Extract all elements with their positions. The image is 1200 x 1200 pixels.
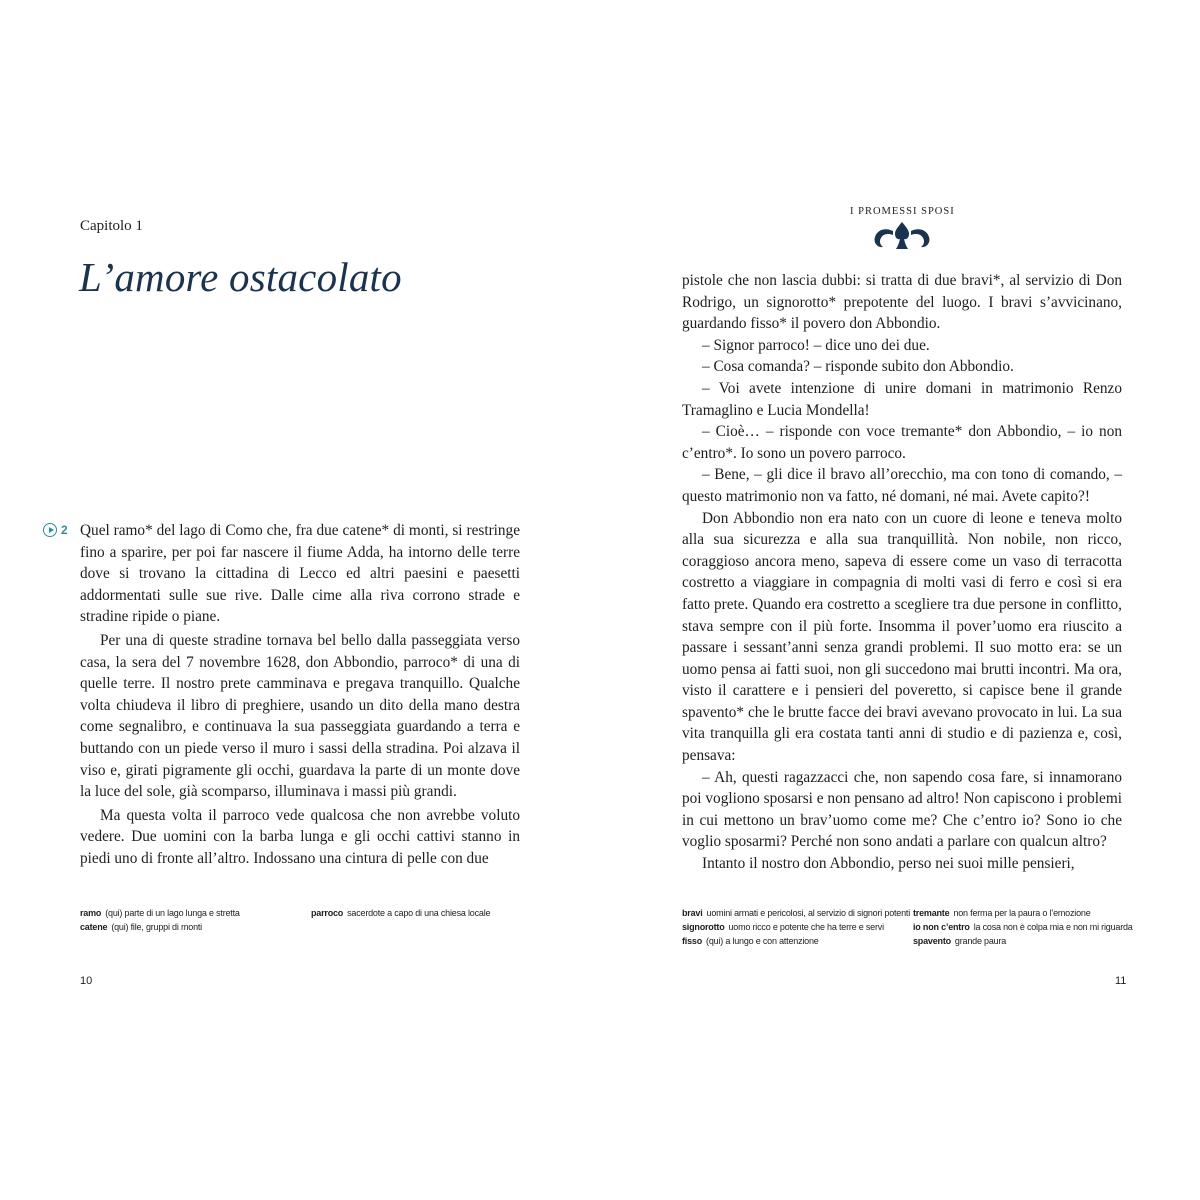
glossary-column — [682, 906, 910, 948]
body-text — [80, 520, 520, 872]
paragraph: – Bene, – gli dice il bravo all’orecchio, ma con tono di comando, – questo matrimonio non va fatto, né domani, né mai. Avete capito?! — [682, 466, 1122, 505]
glossary-entry: tremante non ferma per la paura o l’emozione — [913, 908, 1091, 918]
audio-track-marker[interactable] — [43, 523, 68, 537]
running-header — [850, 206, 954, 252]
play-icon[interactable] — [43, 523, 57, 537]
glossary-column — [80, 906, 240, 934]
glossary-entry: spavento grande paura — [913, 936, 1007, 946]
page-number: 10 — [80, 975, 93, 987]
glossary-column — [913, 906, 1133, 948]
paragraph: – Cosa comanda? – risponde subito don Abbondio. — [702, 358, 1014, 376]
chapter-title: L’amore ostacolato — [79, 254, 402, 300]
running-header-title: I PROMESSI SPOSI — [850, 206, 955, 217]
body-text — [682, 270, 1122, 875]
paragraph: – Ah, questi ragazzacci che, non sapendo cosa fare, si innamorano poi vogliono sposarsi e non pensano ad altro! Non capiscono i problemi in cui mettono un brav’uomo come me? Che c’entro io? Sono io che voglio sposarmi? Perché non sono andati a parlare con qualcun altro? — [682, 768, 1122, 851]
glossary-entry: fisso (qui) a lungo e con attenzione — [682, 936, 819, 946]
fleur-de-lis-ornament-icon — [871, 220, 933, 252]
paragraph: Ma questa volta il parroco vede qualcosa che non avrebbe voluto vedere. Due uomini con la barba lunga e gli occhi cattivi stanno in piedi uno di fronte all’altro. Indossano una cintura di pelle con due — [80, 806, 520, 867]
paragraph: Per una di queste stradine tornava bel bello dalla passeggiata verso casa, la sera del 7 novembre 1628, don Abbondio, parroco* di una di quelle terre. Il nostro prete camminava e pregava tranquillo. Qualche volta chiudeva il libro di preghiere, usando un dito della mano destra come segnalibro, e continuava la sua passeggiata guardando a terra e buttando con un piede verso il muro i sassi della stradina. Poi alzava il viso e, girati pigramente gli occhi, guardava la parte di un monte dove la luce del sole, già scomparso, illuminava i massi più grandi. — [80, 631, 520, 801]
paragraph: Don Abbondio non era nato con un cuore di leone e teneva molto alla sua sicurezza e alla sua tranquillità. Non nobile, non ricco, coraggioso ancora meno, sapeva di essere come un vaso di terracotta costretto a viaggiare in compagnia di molti vasi di ferro e così si era fatto prete. Quando era costretto a scegliere tra due persone in conflitto, stava sempre con il più forte. Insomma il pover’uomo era riuscito a passare i sessant’anni senza grandi problemi. Il suo motto era: se un uomo pensa ai fatti suoi, non gli succedono mai brutti incontri. Ma ora, visto il carattere e i pensieri del poveretto, si capisce bene il grande spavento* che le brutte facce dei bravi avevano provocato in lui. La sua vita tranquilla gli era costata tanti anni di studio e di pazienza e, così, pensava: — [682, 509, 1122, 765]
paragraph: – Signor parroco! – dice uno dei due. — [702, 336, 930, 354]
right-page — [600, 0, 1200, 1200]
glossary-entry: ramo (qui) parte di un lago lunga e stretta — [80, 908, 240, 918]
paragraph: Intanto il nostro don Abbondio, perso nei suoi mille pensieri, — [702, 855, 1075, 873]
page-number: 11 — [1115, 975, 1127, 987]
glossary-entry: bravi uomini armati e pericolosi, al servizio di signori potenti — [682, 908, 911, 918]
audio-track-number: 2 — [61, 523, 68, 537]
chapter-label: Capitolo 1 — [80, 218, 143, 234]
glossary-entry: signorotto uomo ricco e potente che ha terre e servi — [682, 922, 884, 932]
paragraph: pistole che non lascia dubbi: si tratta di due bravi*, al servizio di Don Rodrigo, un signorotto* prepotente del luogo. I bravi s’avvicinano, guardando fisso* il povero don Abbondio. — [682, 272, 1122, 333]
glossary-entry: parroco sacerdote a capo di una chiesa locale — [311, 908, 491, 918]
paragraph: – Cioè… – risponde con voce tremante* don Abbondio, – io non c’entro*. Io sono un povero parroco. — [682, 423, 1122, 462]
glossary-entry: io non c’entro la cosa non è colpa mia e non mi riguarda — [913, 922, 1133, 932]
paragraph: – Voi avete intenzione di unire domani in matrimonio Renzo Tramaglino e Lucia Mondella! — [682, 379, 1122, 419]
glossary-column — [311, 906, 490, 920]
paragraph: Quel ramo* del lago di Como che, fra due catene* di monti, si restringe fino a sparire, per poi far nascere il fiume Adda, ha intorno delle terre dove si trovano la cittadina di Lecco ed altri paesini e paesetti addormentati sulle sue rive. Dalle cime alla riva corrono strade e stradine ripide o piane. — [80, 522, 520, 626]
glossary-entry: catene (qui) file, gruppi di monti — [80, 922, 202, 932]
